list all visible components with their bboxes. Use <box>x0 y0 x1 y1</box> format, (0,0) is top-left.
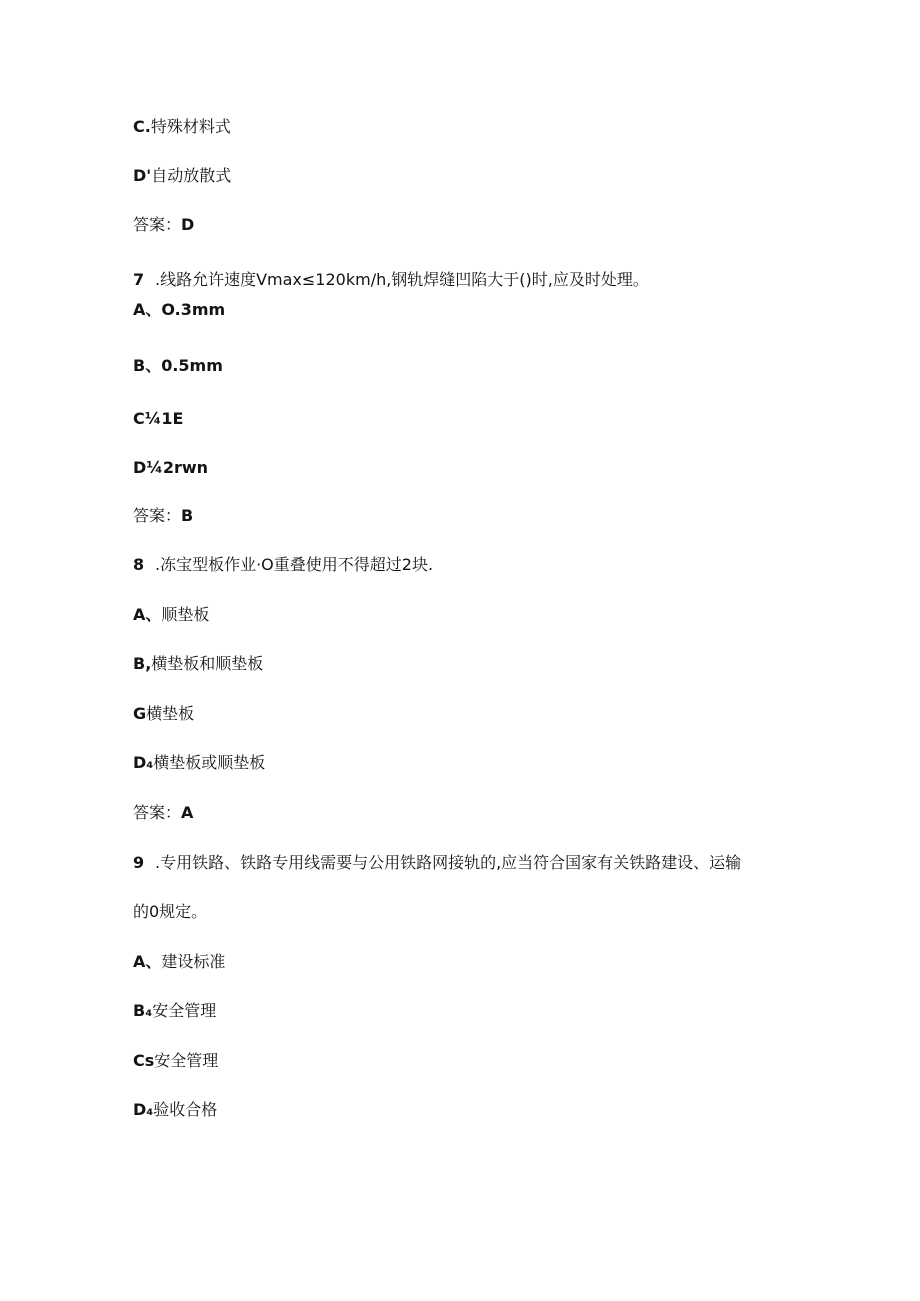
option-c-q6 <box>133 117 231 137</box>
option-label: A、 <box>133 952 162 971</box>
option-label: B、 <box>133 356 162 375</box>
option-label: B, <box>133 654 152 673</box>
question-number: 9 <box>133 853 145 872</box>
option-label: Cs <box>133 1051 155 1070</box>
option-b-q7 <box>133 356 223 376</box>
option-text: 安全管理 <box>152 1001 217 1020</box>
option-text: 安全管理 <box>154 1051 219 1070</box>
answer-q7 <box>133 506 193 526</box>
question-text: .冻宝型板作业·O重叠使用不得超过2块. <box>155 555 434 574</box>
option-b-q9 <box>133 1001 216 1021</box>
option-label: G <box>133 704 147 723</box>
option-text: 验收合格 <box>153 1100 218 1119</box>
option-label: A、 <box>133 300 162 319</box>
question-8 <box>133 555 433 575</box>
answer-q6 <box>133 215 194 235</box>
answer-value: A <box>181 803 194 822</box>
question-9-continuation <box>133 902 207 922</box>
option-text: 2rwn <box>162 458 209 477</box>
answer-value: B <box>181 506 194 525</box>
option-text: 特殊材料式 <box>150 117 231 136</box>
option-d-q7 <box>133 458 208 478</box>
question-number: 8 <box>133 555 145 574</box>
option-c-q7 <box>133 409 183 429</box>
option-c-q8 <box>133 704 194 724</box>
question-text: .线路允许速度Vmax≤120km/h,钢轨焊缝凹陷大于()时,应及时处理。 <box>155 270 649 289</box>
option-text: 横垫板和顺垫板 <box>151 654 264 673</box>
question-text: 的0规定。 <box>133 902 208 921</box>
question-9 <box>133 853 741 873</box>
option-d-q6 <box>133 166 231 186</box>
option-label: D¼ <box>133 458 163 477</box>
option-c-q9 <box>133 1051 218 1071</box>
option-text: 顺垫板 <box>161 605 210 624</box>
option-text: 建设标准 <box>161 952 226 971</box>
option-text: 横垫板或顺垫板 <box>153 753 266 772</box>
option-label: D' <box>133 166 152 185</box>
option-text: 横垫板 <box>146 704 195 723</box>
option-a-q9 <box>133 952 225 972</box>
question-text: .专用铁路、铁路专用线需要与公用铁路网接轨的,应当符合国家有关铁路建设、运输 <box>155 853 742 872</box>
answer-label: 答案： <box>133 215 182 234</box>
answer-label: 答案： <box>133 506 182 525</box>
answer-label: 答案： <box>133 803 182 822</box>
option-text: 0.5mm <box>161 356 223 375</box>
option-label: D₄ <box>133 753 154 772</box>
option-label: A、 <box>133 605 162 624</box>
option-d-q8 <box>133 753 265 773</box>
question-number: 7 <box>133 270 145 289</box>
option-d-q9 <box>133 1100 217 1120</box>
option-a-q7 <box>133 300 225 320</box>
option-text: 自动放散式 <box>151 166 232 185</box>
option-text: 1E <box>161 409 184 428</box>
question-7 <box>133 270 649 290</box>
option-text: O.3mm <box>161 300 226 319</box>
option-label: B₄ <box>133 1001 153 1020</box>
option-b-q8 <box>133 654 263 674</box>
answer-value: D <box>181 215 195 234</box>
option-label: C¼ <box>133 409 162 428</box>
option-a-q8 <box>133 605 209 625</box>
option-label: D₄ <box>133 1100 154 1119</box>
answer-q8 <box>133 803 193 823</box>
option-label: C. <box>133 117 151 136</box>
